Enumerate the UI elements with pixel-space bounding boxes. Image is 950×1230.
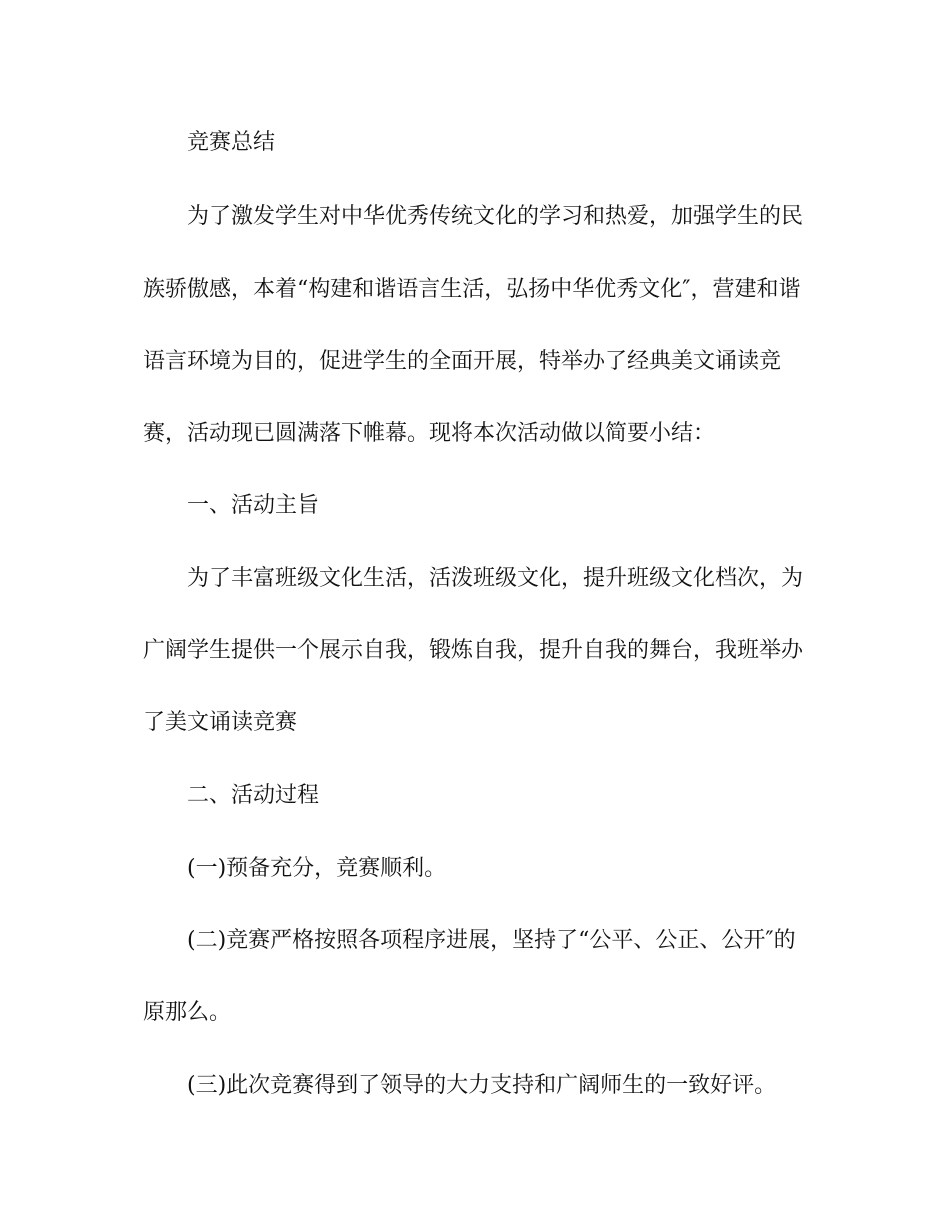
document-title: 竞赛总结 — [187, 130, 276, 155]
paragraph-line: 为了激发学生对中华优秀传统文化的学习和热爱，加强学生的民 — [187, 204, 804, 229]
paragraph-line: 为了丰富班级文化生活，活泼班级文化，提升班级文化档次，为 — [187, 566, 804, 591]
list-item: (二)竞赛严格按照各项程序进展，坚持了“公平、公正、公开″的 — [187, 928, 796, 953]
paragraph-line: 赛，活动现已圆满落下帷幕。现将本次活动做以简要小结： — [143, 421, 716, 446]
paragraph-line: 了美文诵读竞赛 — [143, 710, 298, 735]
paragraph-line: 族骄傲感，本着“构建和谐语言生活，弘扬中华优秀文化″，营建和谐 — [143, 277, 801, 302]
paragraph-line: 语言环境为目的，促进学生的全面开展，特举办了经典美文诵读竞 — [143, 349, 782, 374]
section-heading: 二、活动过程 — [187, 783, 320, 808]
list-item: (三)此次竞赛得到了领导的大力支持和广阔师生的一致好评。 — [187, 1073, 777, 1098]
list-item: (一)预备充分，竞赛顺利。 — [187, 856, 447, 881]
section-heading: 一、活动主旨 — [187, 493, 320, 518]
paragraph-line: 广阔学生提供一个展示自我，锻炼自我，提升自我的舞台，我班举办 — [143, 638, 804, 663]
list-item-continuation: 原那么。 — [143, 1000, 232, 1025]
